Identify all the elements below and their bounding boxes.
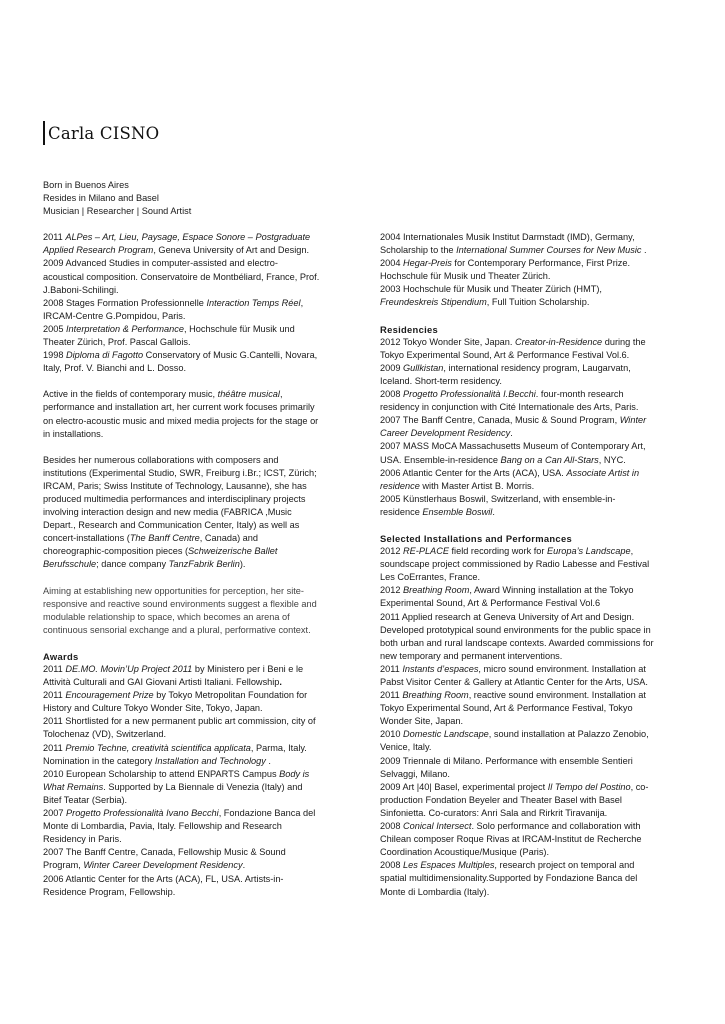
text-line: involving interaction design and new media (FABRICA ,Music <box>43 507 292 518</box>
text-line: 2010 Domestic Landscape, sound installation at Palazzo Zenobio, <box>380 729 649 740</box>
text-line: Residency in Paris. <box>43 834 122 845</box>
text-line: 2012 RE-PLACE field recording work for Europa’s Landscape, <box>380 546 634 557</box>
text-line: Program, Winter Career Development Residency. <box>43 860 246 871</box>
section-heading: Residencies <box>380 323 439 335</box>
text-line: 2011 ALPes – Art, Lieu, Paysage, Espace Sonore – Postgraduate <box>43 232 311 243</box>
paragraph-gap <box>380 310 680 323</box>
text-line: 2010 European Scholarship to attend ENPARTS Campus Body is <box>43 768 310 779</box>
text-line: Residence Program, Fellowship. <box>43 886 176 897</box>
text-line: 2008 Progetto Professionalità I.Becchi. four-month research <box>380 389 624 400</box>
text-line: Career Development Residency. <box>380 428 513 439</box>
text-line: 2008 Les Espaces Multiples, research project on temporal and <box>380 860 635 871</box>
text-line: Chilean composer Roque Rivas at IRCAM-Institut de Recherche <box>380 834 642 845</box>
text-line: responsive and reactive sound environments suggest a flexible and <box>43 598 317 609</box>
text-line: Nomination in the category Installation and Technology . <box>43 755 271 766</box>
text-line: Tolochenaz (VD), Switzerland. <box>43 729 167 740</box>
paragraph-gap <box>43 375 343 388</box>
text-line: Selvaggi, Milano. <box>380 768 450 779</box>
text-line: continuous sensorial exchange and a plural, performative context. <box>43 624 311 635</box>
text-line: 2007 The Banff Centre, Canada, Music & Sound Program, Winter <box>380 415 647 426</box>
text-line: institutions (Experimental Studio, SWR, Freiburg i.Br.; ICST, Zürich; <box>43 467 317 478</box>
text-line: 2006 Atlantic Center for the Arts (ACA), FL, USA. Artists-in- <box>43 873 284 884</box>
text-line: Tokyo Experimental Sound, Art & Performance Festival Vol.6. <box>380 349 630 360</box>
text-line: 2012 Breathing Room, Award Winning installation at the Tokyo <box>380 585 634 596</box>
text-line: Sinfonietta. Co-curators: Anri Sala and Rirkrit Tiravanija. <box>380 807 608 818</box>
text-line: in installations. <box>43 428 104 439</box>
text-line: produced multimedia performances and interdisciplinary projects <box>43 493 306 504</box>
text-line: 2007 Progetto Professionalità Ivano Becchi, Fondazione Banca del <box>43 808 316 819</box>
right-column <box>380 231 680 899</box>
text-line: 2011 DE.MO. Movin’Up Project 2011 by Ministero per i Beni e le <box>43 664 304 674</box>
text-line: Pabst Visitor Center & Gallery at Atlantic Center for the Arts, USA. <box>380 677 648 687</box>
text-line: Coordination Acoustique/Musique (Paris). <box>380 847 550 858</box>
text-line: 2006 Atlantic Center for the Arts (ACA), USA. Associate Artist in <box>380 467 640 478</box>
text-line: Resides in Milano and Basel <box>43 193 159 204</box>
paragraph-gap <box>380 519 680 532</box>
text-line: Tokyo Experimental Sound, Art & Performance Festival, Tokyo <box>380 703 633 714</box>
text-line: 2008 Stages Formation Professionnelle Interaction Temps Réel, <box>43 297 304 308</box>
text-line: 2004 Hegar-Preis for Contemporary Performance, First Prize. <box>380 258 631 269</box>
paragraph-gap <box>43 218 343 231</box>
text-line: on electro-acoustic music and mixed media projects for the stage or <box>43 415 319 426</box>
text-line: 2005 Künstlerhaus Boswil, Switzerland, with ensemble-in- <box>380 493 616 504</box>
text-line: acoustical composition. Conservatoire de Montbéliard, France, Prof. <box>43 271 320 282</box>
text-line: Iceland. Short-term residency. <box>380 375 502 386</box>
text-line: Freundeskreis Stipendium, Full Tuition Scholarship. <box>380 297 590 308</box>
text-line: Scholarship to the International Summer Courses for New Music . <box>380 245 647 256</box>
text-line: 2007 MASS MoCA Massachusetts Museum of Contemporary Art, <box>380 441 646 452</box>
text-line: 2011 Premio Techne, creatività scientifica applicata, Parma, Italy. <box>43 742 307 753</box>
text-line: concert-installations (The Banff Centre, Canada) and <box>43 533 259 544</box>
text-line: Experimental Sound, Art & Performance Festival Vol.6 <box>380 598 601 609</box>
text-line: Developed prototypical sound environments for the public space in <box>380 624 651 635</box>
text-line: Attività Culturali and GAI Giovani Artisti Italiani. Fellowship. <box>43 677 282 688</box>
section-heading: Selected Installations and Performances <box>380 532 572 544</box>
text-line: Theater Zürich, Prof. Pascal Gallois. <box>43 337 191 348</box>
text-line: 2011 Shortlisted for a new permanent public art commission, city of <box>43 716 316 727</box>
text-line: USA. Ensemble-in-residence Bang on a Can All-Stars, NYC. <box>380 454 626 465</box>
paragraph-gap <box>43 572 343 585</box>
text-line: new temporary and permanent interventions. <box>380 650 563 661</box>
text-line: 2009 Gullkistan, international residency program, Laugarvatn, <box>380 362 631 373</box>
text-line: choreographic-composition pieces (Schweizerische Ballet <box>43 546 278 557</box>
artist-name: Carla CISNO <box>48 123 160 143</box>
text-line: soundscape project commissioned by Radio Labesse and Festival <box>380 559 650 570</box>
text-line: 2011 Breathing Room, reactive sound environment. Installation at <box>380 690 646 701</box>
text-line: 1998 Diploma di Fagotto Conservatory of Music G.Cantelli, Novara, <box>43 350 318 361</box>
text-line: Berufsschule; dance company TanzFabrik Berlin). <box>43 559 246 570</box>
text-line: IRCAM-Centre G.Pompidou, Paris. <box>43 310 186 321</box>
text-line: Monte di Lombardia (Italy). <box>380 886 490 897</box>
text-line: 2011 Applied research at Geneva University of Art and Design. <box>380 611 635 622</box>
text-line: Venice, Italy. <box>380 742 432 753</box>
title-rule <box>43 121 45 145</box>
text-line: J.Baboni-Schilingi. <box>43 284 119 295</box>
text-line: Depart., Research and Communication Center, Italy) as well as <box>43 520 300 531</box>
text-line: Hochschule für Musik und Theater Zürich. <box>380 271 551 282</box>
text-line: 2009 Art |40| Basel, experimental project Il Tempo del Postino, co- <box>380 781 649 792</box>
text-line: residence with Master Artist B. Morris. <box>380 480 535 491</box>
text-line: Monte di Lombardia, Pavia, Italy. Fellowship and Research <box>43 821 282 832</box>
text-line: Born in Buenos Aires <box>43 180 129 190</box>
paragraph-gap <box>43 441 343 454</box>
text-line: modulable relationship to space, which becomes an arena of <box>43 611 290 622</box>
paragraph-gap <box>43 637 343 650</box>
text-line: 2008 Conical Intersect. Solo performance and collaboration with <box>380 821 641 832</box>
text-line: residence Ensemble Boswil. <box>380 506 495 517</box>
text-line: Active in the fields of contemporary music, théâtre musical, <box>43 389 283 400</box>
text-line: performance and installation art, her current work focuses primarily <box>43 402 315 413</box>
text-line: 2009 Advanced Studies in computer-assisted and electro- <box>43 258 278 269</box>
text-line: Aiming at establishing new opportunities for perception, her site- <box>43 585 304 596</box>
text-line: Bitef Teatar (Serbia). <box>43 794 128 805</box>
text-line: 2007 The Banff Centre, Canada, Fellowship Music & Sound <box>43 847 286 858</box>
text-line: production Fondation Beyeler and Theater Basel with Basel <box>380 794 622 805</box>
text-line: spatial multidimensionality.Supported by Fondazione Banca del <box>380 873 638 884</box>
text-line: What Remains. Supported by La Biennale di Venezia (Italy) and <box>43 781 303 792</box>
text-line: Wonder Site, Japan. <box>380 716 464 727</box>
text-line: 2005 Interpretation & Performance, Hochschule für Musik und <box>43 323 295 334</box>
text-line: History and Culture Tokyo Wonder Site, Tokyo, Japan. <box>43 703 263 714</box>
text-line: Les CoErrantes, France. <box>380 572 481 583</box>
left-column <box>43 179 343 899</box>
text-line: 2012 Tokyo Wonder Site, Japan. Creator-in-Residence during the <box>380 336 646 347</box>
text-line: 2003 Hochschule für Musik und Theater Zürich (HMT), <box>380 284 602 295</box>
text-line: residency in conjunction with Cité Internationale des Arts, Paris. <box>380 402 639 413</box>
text-line: Besides her numerous collaborations with composers and <box>43 454 279 465</box>
text-line: both urban and rural landscape contexts. Awarded commissions for <box>380 637 654 648</box>
text-line: IRCAM, Paris; Swiss Institute of Technology, Lausanne), she has <box>43 480 307 491</box>
document-title <box>43 121 159 145</box>
text-line: Musician | Researcher | Sound Artist <box>43 206 192 217</box>
text-line: 2011 Encouragement Prize by Tokyo Metropolitan Foundation for <box>43 690 308 701</box>
section-heading: Awards <box>43 650 79 662</box>
text-line: 2004 Internationales Musik Institut Darmstadt (IMD), Germany, <box>380 232 635 242</box>
text-line: 2009 Triennale di Milano. Performance with ensemble Sentieri <box>380 755 633 766</box>
text-line: Applied Research Program, Geneva University of Art and Design. <box>43 245 310 256</box>
text-line: 2011 Instants d’espaces, micro sound environment. Installation at <box>380 663 646 674</box>
text-line: Italy, Prof. V. Bianchi and L. Dosso. <box>43 363 186 374</box>
